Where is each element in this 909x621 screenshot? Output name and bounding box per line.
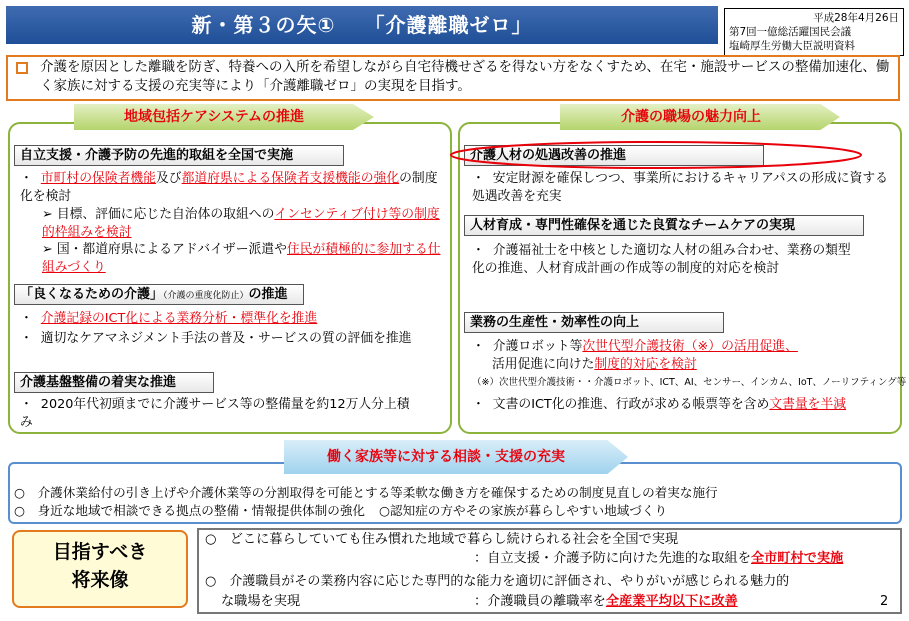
right-heading-2: 人材育成・専門性確保を通じた良質なチームケアの実現 xyxy=(464,215,864,236)
right-bullet-4: ・ 文書のICT化の推進、行政が求める帳票等を含め文書量を半減 xyxy=(472,397,847,412)
goal-line-2b: な職場を実現 xyxy=(221,594,301,609)
meta-meeting: 第7回一億総活躍国民会議 xyxy=(729,26,852,38)
page-number: 2 xyxy=(880,594,889,609)
highlight-ellipse xyxy=(446,139,892,173)
right-heading-3: 業務の生産性・効率性の向上 xyxy=(464,312,724,333)
meta-source: 塩崎厚生労働大臣説明資料 xyxy=(729,40,855,52)
left-bullet-2: ・ 介護記録のICT化による業務分析・標準化を推進 xyxy=(20,311,318,326)
intro-text: 介護を原因とした離職を防ぎ、特養への入所を希望しながら自宅待機せざるを得ない方をなくすため、在宅・施設サービスの整備加速化、働く家族に対する支援の充実等により「介護離職ゼロ」の実現を目指す。 xyxy=(40,59,890,94)
meta-info-box xyxy=(724,8,904,56)
goal-line-2-sub: ：介護職員の離職率を全産業平均以下に改善 xyxy=(474,594,738,609)
left-sub-bullet-2: ➢ 国・都道府県によるアドバイザー派遣や住民が積極的に参加する仕組みづくり xyxy=(42,242,441,275)
goal-line-2: ○ 介護職員がその業務内容に応じた専門的な能力を適切に評価され、やりがいが感じられる魅力的 xyxy=(205,574,790,589)
left-bullet-1: ・ 市町村の保険者機能及び都道府県による保険者支援機能の強化の制度化を検討 xyxy=(20,171,438,204)
goal-label: 目指すべき 将来像 xyxy=(52,541,148,591)
meta-date: 平成28年4月26日 xyxy=(813,12,899,24)
left-sub-bullet-1: ➢ 目標、評価に応じた自治体の取組へのインセンティブ付け等の制度的枠組みを検討 xyxy=(42,207,440,240)
right-banner-text: 介護の職場の魅力向上 xyxy=(621,109,761,125)
family-line-2: ○ 身近な地域で相談できる拠点の整備・情報提供体制の強化 ○認知症の方やその家族が暮らしやすい地域づくり xyxy=(14,503,668,518)
goal-line-1: ○ どこに暮らしていても住み慣れた地域で暮らし続けられる社会を全国で実現 xyxy=(205,532,679,547)
left-heading-2: 「良くなるための介護」（介護の重度化防止）の推進 xyxy=(14,284,304,305)
right-heading-1: 介護人材の処遇改善の推進 xyxy=(464,145,764,166)
right-bullet-3: ・ 介護ロボット等次世代型介護技術（※）の活用促進、 活用促進に向けた制度的対応を検討 xyxy=(472,339,798,372)
left-heading-3: 介護基盤整備の着実な推進 xyxy=(14,372,214,393)
right-bullet-1: ・ 安定財源を確保しつつ、事業所におけるキャリアパスの形成に資する処遇改善を充実 xyxy=(472,171,888,204)
family-banner-text: 働く家族等に対する相談・支援の充実 xyxy=(327,449,565,465)
arrow-bullet-icon: ➢ xyxy=(42,242,53,257)
arrow-bullet-icon: ➢ xyxy=(42,207,53,222)
right-bullet-2: ・ 介護福祉士を中核とした適切な人材の組み合わせ、業務の類型化の推進、人材育成計画の作成等の制度的対応を検討 xyxy=(472,243,851,276)
left-banner-text: 地域包括ケアシステムの推進 xyxy=(123,109,305,125)
page-title: 新・第３の矢① 「介護離職ゼロ」 xyxy=(191,13,533,37)
right-note: （※）次世代型介護技術・・介護ロボット、ICT、AI、センサー、インカム、IoT、ノーリフティング等 xyxy=(472,377,907,388)
left-bullet-3: ・ 適切なケアマネジメント手法の普及・サービスの質の評価を推進 xyxy=(20,331,412,346)
square-bullet-icon xyxy=(16,62,28,74)
goal-line-1-sub: ：自立支援・介護予防に向けた先進的な取組を全市町村で実施 xyxy=(474,551,844,566)
left-bullet-4: ・ 2020年代初頭までに介護サービス等の整備量を約12万人分上積み xyxy=(20,397,410,430)
family-line-1: ○ 介護休業給付の引き上げや介護休業等の分割取得を可能とする等柔軟な働き方を確保するための制度見直しの着実な施行 xyxy=(14,485,718,500)
left-heading-1: 自立支援・介護予防の先進的取組を全国で実施 xyxy=(14,145,344,166)
